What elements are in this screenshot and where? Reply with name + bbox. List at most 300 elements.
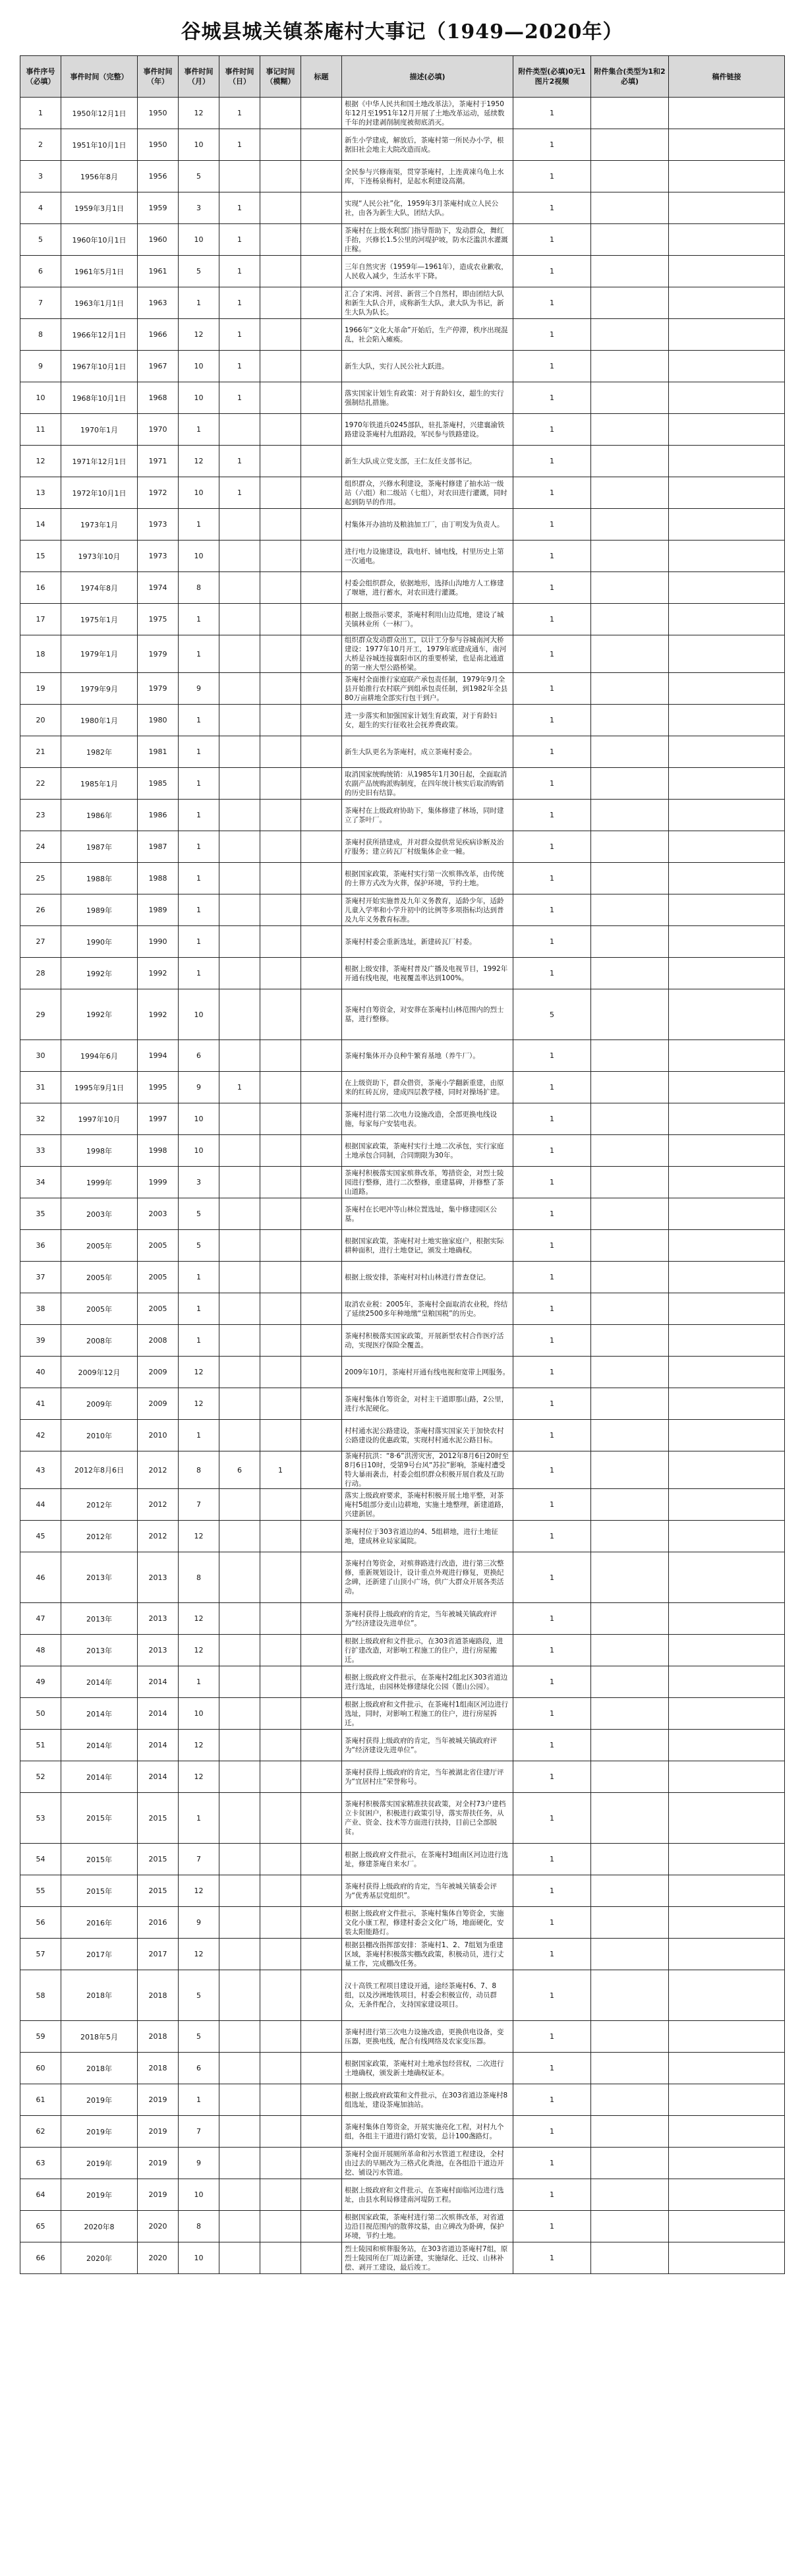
table-row xyxy=(20,800,785,831)
cell-event-month: 8 xyxy=(179,1552,219,1603)
cell-title xyxy=(301,1939,342,1970)
header-title: 标题 xyxy=(301,56,342,98)
cell-description: 茶庵村开始实施普及九年义务教育，适龄少年，适龄儿童入学率和小学升初中的比例等多项指标均达到普及九年义务教育标准。 xyxy=(342,894,513,926)
table-row xyxy=(20,768,785,800)
cell-attachment-set xyxy=(591,1451,669,1489)
cell-event-day xyxy=(219,1103,260,1135)
cell-article-link xyxy=(669,1230,785,1262)
cell-description: 茶庵村全面推行家庭联产承包责任制，1979年9月全县开始推行农村联产到组承包责任制，到1982年全县80万亩耕地全部实行包干到户。 xyxy=(342,673,513,705)
cell-event-fuzzy xyxy=(260,509,301,541)
cell-event-month: 5 xyxy=(179,1230,219,1262)
cell-attachment-set xyxy=(591,2021,669,2053)
cell-event-fuzzy xyxy=(260,224,301,256)
cell-attachment-type: 1 xyxy=(513,2179,591,2211)
cell-event-year: 1950 xyxy=(138,129,179,161)
cell-event-day xyxy=(219,1635,260,1666)
cell-title xyxy=(301,2242,342,2274)
table-row xyxy=(20,1072,785,1103)
cell-event-no: 52 xyxy=(20,1761,61,1793)
cell-event-month: 5 xyxy=(179,161,219,192)
cell-attachment-set xyxy=(591,1293,669,1325)
cell-event-month: 5 xyxy=(179,256,219,287)
cell-event-year: 1960 xyxy=(138,224,179,256)
cell-description: 根据上级政府和文件批示，在茶庵村面临河边进行选址，由县水利局修建南河堤防工程。 xyxy=(342,2179,513,2211)
cell-event-fuzzy xyxy=(260,1907,301,1939)
cell-event-year: 1987 xyxy=(138,831,179,863)
cell-event-fuzzy xyxy=(260,768,301,800)
cell-event-no: 1 xyxy=(20,98,61,129)
cell-event-day xyxy=(219,1521,260,1552)
cell-event-date: 1950年12月1日 xyxy=(61,98,138,129)
cell-description: 取消国家统购统销：从1985年1月30日起，全面取消农副产品统购派购制度，在四年统计核实后取消购销的历史旧有结算。 xyxy=(342,768,513,800)
cell-event-no: 38 xyxy=(20,1293,61,1325)
cell-article-link xyxy=(669,604,785,635)
cell-article-link xyxy=(669,1103,785,1135)
cell-event-year: 1997 xyxy=(138,1103,179,1135)
cell-event-year: 1999 xyxy=(138,1167,179,1198)
cell-attachment-type: 1 xyxy=(513,287,591,319)
cell-event-year: 2012 xyxy=(138,1489,179,1521)
cell-attachment-type: 1 xyxy=(513,446,591,477)
cell-event-year: 1989 xyxy=(138,894,179,926)
header-article-link: 稿件链接 xyxy=(669,56,785,98)
cell-event-no: 58 xyxy=(20,1970,61,2021)
table-row xyxy=(20,673,785,705)
cell-event-year: 2009 xyxy=(138,1357,179,1388)
cell-event-no: 54 xyxy=(20,1844,61,1875)
cell-event-month: 7 xyxy=(179,2116,219,2148)
table-row xyxy=(20,1907,785,1939)
cell-event-day xyxy=(219,894,260,926)
page-title: 谷城县城关镇茶庵村大事记（1949—2020年） xyxy=(181,20,623,44)
cell-event-no: 12 xyxy=(20,446,61,477)
table-row xyxy=(20,1103,785,1135)
cell-event-year: 2014 xyxy=(138,1666,179,1698)
cell-event-no: 61 xyxy=(20,2084,61,2116)
cell-event-no: 51 xyxy=(20,1730,61,1761)
cell-article-link xyxy=(669,2084,785,2116)
cell-attachment-set xyxy=(591,1103,669,1135)
cell-attachment-type: 1 xyxy=(513,800,591,831)
cell-event-date: 2014年 xyxy=(61,1698,138,1730)
header-event-no: 事件序号（必填） xyxy=(20,56,61,98)
cell-event-month: 10 xyxy=(179,2242,219,2274)
table-row xyxy=(20,129,785,161)
cell-attachment-type: 1 xyxy=(513,1357,591,1388)
cell-attachment-type: 1 xyxy=(513,1167,591,1198)
cell-title xyxy=(301,831,342,863)
cell-event-month: 10 xyxy=(179,1698,219,1730)
table-row xyxy=(20,2148,785,2179)
cell-event-fuzzy xyxy=(260,2148,301,2179)
cell-event-month: 1 xyxy=(179,414,219,446)
cell-event-month: 3 xyxy=(179,192,219,224)
cell-event-day xyxy=(219,831,260,863)
cell-event-month: 1 xyxy=(179,800,219,831)
cell-article-link xyxy=(669,1072,785,1103)
cell-description: 1970年铁道兵0245部队，驻扎茶庵村，兴建襄渝铁路建设茶庵村九组路段，军民参与铁路建设。 xyxy=(342,414,513,446)
cell-article-link xyxy=(669,541,785,572)
cell-event-day xyxy=(219,1939,260,1970)
cell-attachment-set xyxy=(591,1970,669,2021)
cell-event-day: 1 xyxy=(219,319,260,351)
table-row xyxy=(20,1357,785,1388)
cell-event-no: 50 xyxy=(20,1698,61,1730)
cell-article-link xyxy=(669,1198,785,1230)
cell-attachment-set xyxy=(591,1489,669,1521)
cell-event-year: 2015 xyxy=(138,1875,179,1907)
cell-attachment-set xyxy=(591,1552,669,1603)
cell-description: 进一步落实和加强国家计划生育政策，对于育龄妇女，超生的实行征收社会抚养费政策。 xyxy=(342,705,513,736)
cell-event-date: 1974年8月 xyxy=(61,572,138,604)
cell-event-date: 2009年 xyxy=(61,1388,138,1420)
cell-title xyxy=(301,1844,342,1875)
cell-event-no: 42 xyxy=(20,1420,61,1451)
cell-event-month: 12 xyxy=(179,1388,219,1420)
table-row xyxy=(20,2053,785,2084)
cell-article-link xyxy=(669,572,785,604)
cell-attachment-set xyxy=(591,604,669,635)
cell-event-fuzzy xyxy=(260,2116,301,2148)
cell-description: 茶庵村集体自筹资金，对村主干道即那山路，2公里，进行水泥硬化。 xyxy=(342,1388,513,1420)
cell-event-day xyxy=(219,1357,260,1388)
cell-event-date: 2015年 xyxy=(61,1875,138,1907)
header-event-month: 事件时间（月） xyxy=(179,56,219,98)
cell-event-date: 2014年 xyxy=(61,1761,138,1793)
cell-description: 茶庵村在上级水利部门指导帮助下，发动群众，舞红手抬，兴修长1.5公里的河堤护坡，防水泛滥洪水灌溉庄稼。 xyxy=(342,224,513,256)
cell-event-no: 59 xyxy=(20,2021,61,2053)
cell-event-year: 2014 xyxy=(138,1761,179,1793)
cell-description: 茶庵村进行第三次电力设施改造，更换供电设备，变压器，更换电线，配合有线网络及农家变压器。 xyxy=(342,2021,513,2053)
cell-event-month: 12 xyxy=(179,319,219,351)
cell-event-date: 1995年9月1日 xyxy=(61,1072,138,1103)
cell-article-link xyxy=(669,989,785,1040)
cell-event-no: 29 xyxy=(20,989,61,1040)
cell-attachment-type: 1 xyxy=(513,1451,591,1489)
cell-attachment-set xyxy=(591,1072,669,1103)
cell-event-fuzzy xyxy=(260,604,301,635)
table-row xyxy=(20,2211,785,2242)
cell-description: 根据国家政策，茶庵村对土地承包经营权，二次进行土地确权，颁发新土地确权证本。 xyxy=(342,2053,513,2084)
table-row xyxy=(20,414,785,446)
cell-attachment-type: 1 xyxy=(513,1072,591,1103)
cell-description: 茶庵村村委会重新选址，新建砖瓦厂村委。 xyxy=(342,926,513,958)
cell-event-fuzzy xyxy=(260,256,301,287)
cell-event-date: 2016年 xyxy=(61,1907,138,1939)
cell-article-link xyxy=(669,2179,785,2211)
cell-event-day xyxy=(219,1040,260,1072)
cell-event-day xyxy=(219,2211,260,2242)
cell-event-year: 1950 xyxy=(138,98,179,129)
cell-attachment-type: 1 xyxy=(513,572,591,604)
cell-attachment-type: 1 xyxy=(513,1939,591,1970)
cell-attachment-type: 1 xyxy=(513,2053,591,2084)
cell-event-day xyxy=(219,863,260,894)
cell-event-year: 1971 xyxy=(138,446,179,477)
cell-event-no: 17 xyxy=(20,604,61,635)
cell-event-fuzzy xyxy=(260,1521,301,1552)
cell-attachment-set xyxy=(591,635,669,673)
cell-article-link xyxy=(669,98,785,129)
table-row xyxy=(20,1040,785,1072)
cell-event-no: 49 xyxy=(20,1666,61,1698)
cell-event-month: 10 xyxy=(179,989,219,1040)
cell-event-no: 39 xyxy=(20,1325,61,1357)
cell-event-day xyxy=(219,604,260,635)
cell-attachment-set xyxy=(591,2242,669,2274)
cell-attachment-type: 1 xyxy=(513,1325,591,1357)
cell-event-month: 1 xyxy=(179,831,219,863)
cell-article-link xyxy=(669,2021,785,2053)
cell-attachment-set xyxy=(591,256,669,287)
cell-event-day xyxy=(219,2242,260,2274)
cell-event-day xyxy=(219,1761,260,1793)
header-event-year: 事件时间（年） xyxy=(138,56,179,98)
cell-article-link xyxy=(669,1420,785,1451)
cell-event-fuzzy xyxy=(260,1603,301,1635)
cell-event-no: 45 xyxy=(20,1521,61,1552)
cell-title xyxy=(301,1262,342,1293)
cell-event-fuzzy xyxy=(260,541,301,572)
cell-event-no: 8 xyxy=(20,319,61,351)
cell-attachment-type: 1 xyxy=(513,894,591,926)
table-row xyxy=(20,1730,785,1761)
cell-event-fuzzy xyxy=(260,1970,301,2021)
cell-description: 茶庵村在长吧冲等山林位置选址，集中修建园区公墓。 xyxy=(342,1198,513,1230)
cell-title xyxy=(301,736,342,768)
cell-event-date: 2003年 xyxy=(61,1198,138,1230)
cell-event-fuzzy xyxy=(260,705,301,736)
cell-event-no: 34 xyxy=(20,1167,61,1198)
table-row xyxy=(20,863,785,894)
cell-attachment-type: 1 xyxy=(513,1521,591,1552)
table-row xyxy=(20,1489,785,1521)
cell-article-link xyxy=(669,863,785,894)
cell-description: 根据上级政府文件批示，在茶庵村3组南区河边进行选址，修建茶庵自来水厂。 xyxy=(342,1844,513,1875)
cell-event-date: 1994年6月 xyxy=(61,1040,138,1072)
cell-event-fuzzy xyxy=(260,1420,301,1451)
cell-article-link xyxy=(669,287,785,319)
cell-article-link xyxy=(669,673,785,705)
cell-event-month: 12 xyxy=(179,1730,219,1761)
table-row xyxy=(20,477,785,509)
table-row xyxy=(20,736,785,768)
cell-attachment-set xyxy=(591,541,669,572)
cell-article-link xyxy=(669,1907,785,1939)
cell-event-day xyxy=(219,1262,260,1293)
table-header-row xyxy=(20,56,785,98)
cell-event-year: 1973 xyxy=(138,509,179,541)
cell-event-fuzzy xyxy=(260,414,301,446)
cell-event-year: 2016 xyxy=(138,1907,179,1939)
cell-event-day: 1 xyxy=(219,1072,260,1103)
cell-event-year: 2018 xyxy=(138,1970,179,2021)
cell-description: 全民参与兴修南渠，贯穿茶庵村，上连黄凍乌龟上水库，下连杨泉梅村，是起水利建设高潮。 xyxy=(342,161,513,192)
cell-title xyxy=(301,256,342,287)
cell-event-month: 5 xyxy=(179,1198,219,1230)
cell-title xyxy=(301,1552,342,1603)
cell-title xyxy=(301,446,342,477)
cell-description: 根据国家政策，茶庵村实行土地二次承包，实行家庭土地承包合同制，合同期限为30年。 xyxy=(342,1135,513,1167)
cell-event-fuzzy xyxy=(260,1635,301,1666)
header-attachment-type: 附件类型(必填)0无1图片2视频 xyxy=(513,56,591,98)
cell-description: 新生小学建成，解放后，茶庵村第一所民办小学，根据旧社会地主大院改造而成。 xyxy=(342,129,513,161)
cell-description: 村集体开办油坊及粮油加工厂，由丁明发为负责人。 xyxy=(342,509,513,541)
cell-description: 根据上级政府文件批示，在茶庵村2组北区303省道边进行选址，由园林处修建绿化公园（蓖山公园）。 xyxy=(342,1666,513,1698)
cell-event-date: 1992年 xyxy=(61,989,138,1040)
cell-event-month: 3 xyxy=(179,1167,219,1198)
cell-event-year: 1985 xyxy=(138,768,179,800)
cell-attachment-type: 5 xyxy=(513,989,591,1040)
cell-description: 汉十高铁工程项目建设开通，途经茶庵村6、7、8组，以及沙洲地铁项目，村委会积极宣传，动员群众，无条件配合，支持国家建设项目。 xyxy=(342,1970,513,2021)
cell-attachment-type: 1 xyxy=(513,224,591,256)
cell-title xyxy=(301,477,342,509)
cell-event-year: 2020 xyxy=(138,2242,179,2274)
cell-event-year: 1975 xyxy=(138,604,179,635)
cell-event-date: 1966年12月1日 xyxy=(61,319,138,351)
cell-event-date: 1985年1月 xyxy=(61,768,138,800)
cell-article-link xyxy=(669,224,785,256)
cell-title xyxy=(301,1040,342,1072)
cell-event-year: 2015 xyxy=(138,1844,179,1875)
cell-title xyxy=(301,2116,342,2148)
cell-attachment-type: 1 xyxy=(513,863,591,894)
cell-event-date: 2009年12月 xyxy=(61,1357,138,1388)
cell-title xyxy=(301,1521,342,1552)
cell-title xyxy=(301,1325,342,1357)
cell-event-month: 10 xyxy=(179,2179,219,2211)
cell-event-date: 1987年 xyxy=(61,831,138,863)
cell-attachment-set xyxy=(591,1388,669,1420)
cell-attachment-type: 1 xyxy=(513,958,591,989)
cell-event-fuzzy xyxy=(260,1357,301,1388)
cell-event-fuzzy: 1 xyxy=(260,1451,301,1489)
cell-event-year: 1992 xyxy=(138,989,179,1040)
cell-title xyxy=(301,414,342,446)
cell-attachment-set xyxy=(591,863,669,894)
cell-title xyxy=(301,1293,342,1325)
cell-attachment-set xyxy=(591,894,669,926)
cell-attachment-type: 1 xyxy=(513,768,591,800)
cell-attachment-type: 1 xyxy=(513,1970,591,2021)
cell-article-link xyxy=(669,1844,785,1875)
cell-event-fuzzy xyxy=(260,1761,301,1793)
cell-attachment-type: 1 xyxy=(513,1907,591,1939)
table-row xyxy=(20,1167,785,1198)
cell-event-year: 1979 xyxy=(138,635,179,673)
cell-event-month: 10 xyxy=(179,382,219,414)
cell-attachment-type: 1 xyxy=(513,414,591,446)
cell-title xyxy=(301,1635,342,1666)
cell-title xyxy=(301,2148,342,2179)
cell-description: 茶庵村位于303省道边的4、5组耕地，进行土地征地，建成林业局家属院。 xyxy=(342,1521,513,1552)
cell-event-no: 19 xyxy=(20,673,61,705)
cell-event-fuzzy xyxy=(260,926,301,958)
table-row xyxy=(20,446,785,477)
cell-attachment-set xyxy=(591,1844,669,1875)
cell-title xyxy=(301,1072,342,1103)
cell-event-month: 10 xyxy=(179,351,219,382)
cell-description: 茶庵村获所措建成，并对群众提供常见疾病诊断及治疗服务；建立砖瓦厂村级集体企业一幢。 xyxy=(342,831,513,863)
cell-event-date: 2012年8月6日 xyxy=(61,1451,138,1489)
cell-article-link xyxy=(669,446,785,477)
cell-event-year: 1959 xyxy=(138,192,179,224)
cell-event-year: 1963 xyxy=(138,287,179,319)
cell-event-fuzzy xyxy=(260,958,301,989)
table-row xyxy=(20,1420,785,1451)
cell-article-link xyxy=(669,894,785,926)
cell-event-date: 1975年1月 xyxy=(61,604,138,635)
cell-event-day xyxy=(219,572,260,604)
cell-description: 在上级资助下，群众借资，茶庵小学翻新重建，由原来的红砖瓦房，建成四层教学楼，同时对操场扩建。 xyxy=(342,1072,513,1103)
cell-event-day: 1 xyxy=(219,446,260,477)
cell-article-link xyxy=(669,800,785,831)
cell-event-date: 1970年1月 xyxy=(61,414,138,446)
cell-article-link xyxy=(669,477,785,509)
cell-event-day xyxy=(219,768,260,800)
cell-description: 1966年“文化大革命”开始后，生产停滞，秩序出现混乱，社会陷入瘫痪。 xyxy=(342,319,513,351)
cell-attachment-set xyxy=(591,382,669,414)
cell-title xyxy=(301,1357,342,1388)
cell-event-day xyxy=(219,1844,260,1875)
cell-title xyxy=(301,635,342,673)
cell-event-no: 60 xyxy=(20,2053,61,2084)
cell-event-no: 31 xyxy=(20,1072,61,1103)
cell-event-month: 12 xyxy=(179,98,219,129)
cell-description: 2009年10月，茶庵村开通有线电视和宽带上网服务。 xyxy=(342,1357,513,1388)
cell-event-no: 66 xyxy=(20,2242,61,2274)
cell-event-day: 1 xyxy=(219,129,260,161)
cell-event-year: 2018 xyxy=(138,2053,179,2084)
cell-event-no: 55 xyxy=(20,1875,61,1907)
table-row xyxy=(20,1939,785,1970)
cell-attachment-set xyxy=(591,673,669,705)
cell-article-link xyxy=(669,1451,785,1489)
cell-event-date: 1956年8月 xyxy=(61,161,138,192)
cell-event-year: 2014 xyxy=(138,1698,179,1730)
cell-event-day: 1 xyxy=(219,256,260,287)
cell-event-date: 1992年 xyxy=(61,958,138,989)
cell-event-date: 1990年 xyxy=(61,926,138,958)
table-row xyxy=(20,635,785,673)
cell-attachment-type: 1 xyxy=(513,319,591,351)
table-row xyxy=(20,382,785,414)
cell-article-link xyxy=(669,1635,785,1666)
cell-event-fuzzy xyxy=(260,319,301,351)
cell-event-day xyxy=(219,1135,260,1167)
cell-attachment-set xyxy=(591,572,669,604)
cell-event-date: 2015年 xyxy=(61,1793,138,1844)
cell-event-day: 1 xyxy=(219,192,260,224)
cell-event-day xyxy=(219,1730,260,1761)
header-attachment-set: 附件集合(类型为1和2必填) xyxy=(591,56,669,98)
cell-event-day xyxy=(219,1325,260,1357)
cell-article-link xyxy=(669,1666,785,1698)
cell-event-date: 1998年 xyxy=(61,1135,138,1167)
cell-event-year: 2018 xyxy=(138,2021,179,2053)
cell-event-month: 10 xyxy=(179,477,219,509)
cell-event-year: 1998 xyxy=(138,1135,179,1167)
cell-article-link xyxy=(669,958,785,989)
cell-attachment-type: 1 xyxy=(513,509,591,541)
cell-event-no: 64 xyxy=(20,2179,61,2211)
cell-event-year: 1968 xyxy=(138,382,179,414)
cell-article-link xyxy=(669,1698,785,1730)
cell-event-fuzzy xyxy=(260,1198,301,1230)
cell-title xyxy=(301,1451,342,1489)
cell-attachment-type: 1 xyxy=(513,1844,591,1875)
cell-attachment-set xyxy=(591,477,669,509)
